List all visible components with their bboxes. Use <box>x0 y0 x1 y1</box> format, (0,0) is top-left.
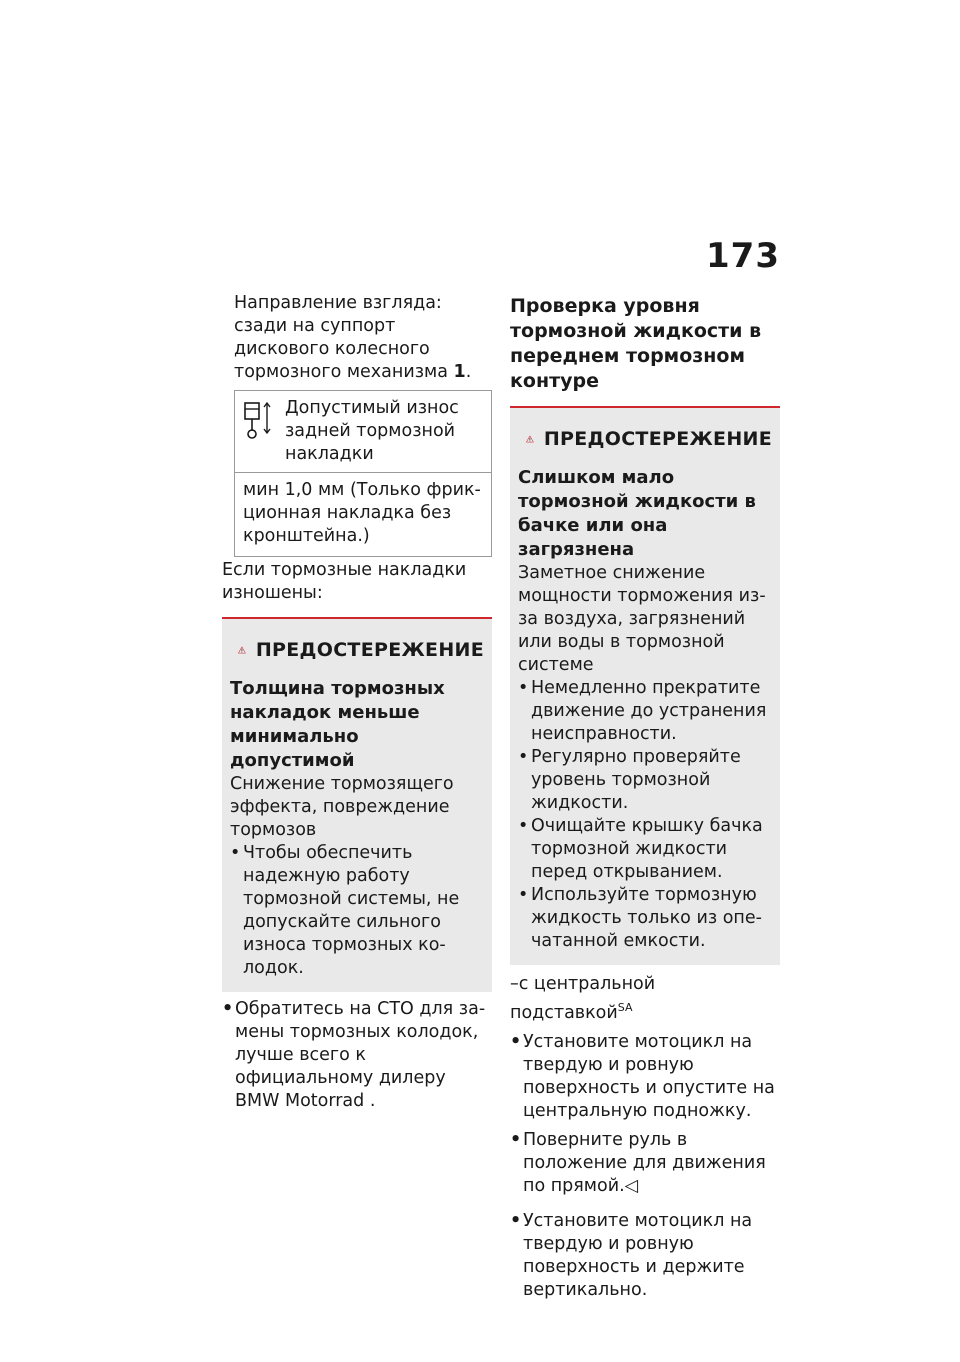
warning-triangle-icon <box>238 633 246 667</box>
spec-value: мин 1,0 мм (Только фрикционная накладка без кронштейна.) <box>243 480 481 546</box>
spec-table <box>234 390 492 557</box>
left-column <box>222 292 492 1113</box>
view-direction-label: Направление взгляда: сзади на суппорт дискового колесного тормозного механизма <box>234 293 448 382</box>
warning-bullet: • Чтобы обеспечить надежную работу тормозной системы, не допускайте сильного износа тормозных колодок. <box>230 842 484 980</box>
spec-label: Допустимый износ задней тормозной накладки <box>285 398 459 464</box>
warning-description: Заметное снижение мощности торможения из-за воздуха, загрязнений или воды в тормозной системе <box>518 563 766 675</box>
brake-pad-wear-icon <box>241 397 277 441</box>
condition-text: –с центральной подставкой <box>510 974 656 1023</box>
warning-bullet: • Регулярно проверяйте уровень тормозной жидкости. <box>518 746 772 815</box>
warning-box <box>510 406 780 965</box>
step-item: • Поверните руль в положение для движения по прямой.◁ <box>510 1129 780 1198</box>
intro-period: . <box>465 362 472 382</box>
special-accessory-mark: SA <box>617 1001 633 1014</box>
warning-headline: Слишком мало тормозной жидкости в бачке или она загрязнена <box>518 467 756 560</box>
warning-triangle-icon <box>526 422 534 456</box>
warning-bullet: • Очищайте крышку бачка тормозной жидкости перед открыванием. <box>518 815 772 884</box>
step-item: • Установите мотоцикл на твердую и ровную поверхность и держите вертикально. <box>510 1210 780 1302</box>
warning-header <box>518 422 772 456</box>
warning-title: ПРЕДОСТЕРЕЖЕНИЕ <box>255 639 484 661</box>
warning-bullet: • Немедленно прекратите движение до устранения неисправности. <box>518 677 772 746</box>
section-heading: Проверка уровня тормозной жидкости в переднем тормозном контуре <box>510 295 762 392</box>
reference-number: 1 <box>453 362 466 382</box>
warning-box <box>222 617 492 992</box>
step-item: • Установите мотоцикл на твердую и ровную поверхность и опустите на центральную подножку. <box>510 1031 780 1123</box>
warning-header <box>230 633 484 667</box>
warning-headline: Толщина тормозных накладок меньше минимально допустимой <box>230 678 445 771</box>
spec-label-row <box>235 391 491 473</box>
warning-bullet: • Используйте тормозную жидкость только из опечатанной емкости. <box>518 884 772 953</box>
step-item: • Обратитесь на СТО для замены тормозных колодок, лучше всего к официальному дилеру BMW Motorrad . <box>222 998 492 1113</box>
page-number: 173 <box>706 236 780 276</box>
right-column <box>510 292 780 1302</box>
worn-pads-condition: Если тормозные накладки изношены: <box>222 560 467 603</box>
warning-title: ПРЕДОСТЕРЕЖЕНИЕ <box>543 428 772 450</box>
equipment-condition <box>510 973 780 1025</box>
warning-description: Снижение тормозящего эффекта, повреждение тормозов <box>230 774 454 840</box>
view-direction-text <box>222 292 492 384</box>
